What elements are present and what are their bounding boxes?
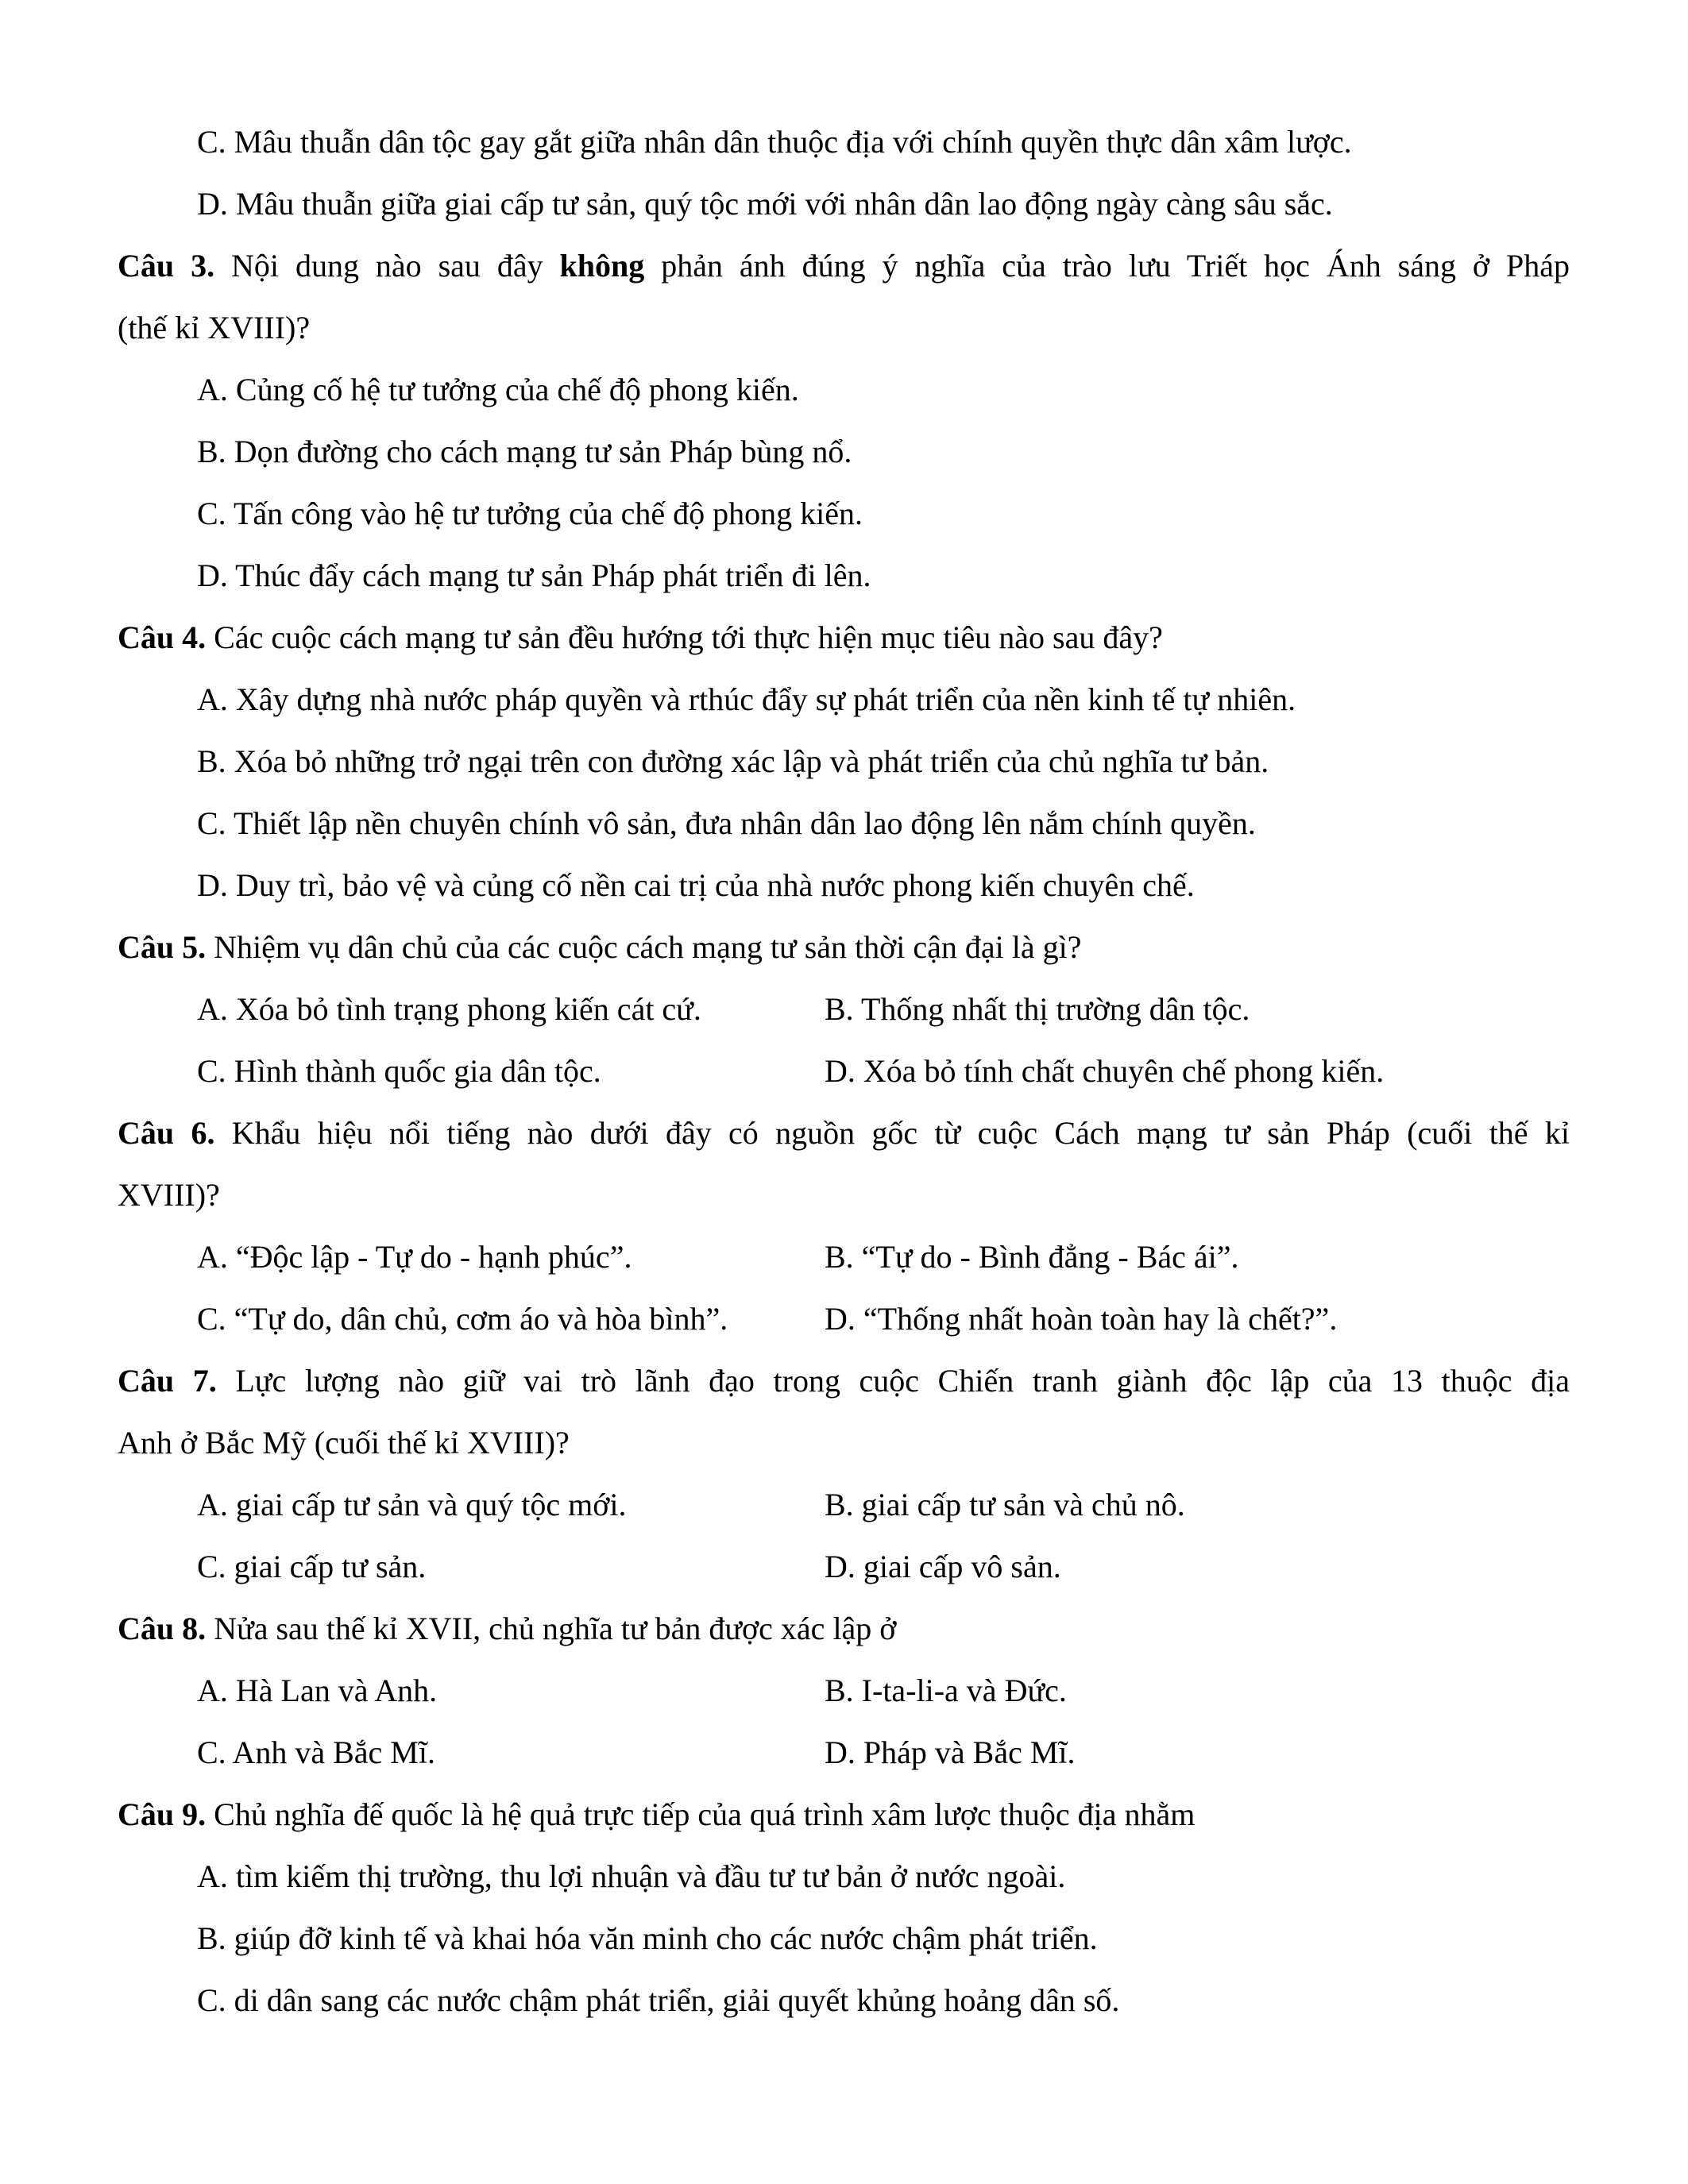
question-9-option-a: A. tìm kiếm thị trường, thu lợi nhuận và đầu tư tư bản ở nước ngoài. — [197, 1858, 1066, 1894]
question-8-option-c: C. Anh và Bắc Mĩ. — [197, 1734, 435, 1770]
question-6-options-row-1 — [118, 1226, 1570, 1288]
question-6-option-a: A. “Độc lập - Tự do - hạnh phúc”. — [197, 1239, 632, 1275]
question-7-options-row-1 — [118, 1474, 1570, 1536]
question-3-emphasis: không — [559, 248, 645, 284]
question-3-label: Câu 3. — [118, 248, 215, 284]
question-4-option-d: D. Duy trì, bảo vệ và củng cố nền cai trị của nhà nước phong kiến chuyên chế. — [197, 867, 1195, 903]
q2-option-d: D. Mâu thuẫn giữa giai cấp tư sản, quý tộc mới với nhân dân lao động ngày càng sâu sắc. — [197, 186, 1333, 222]
question-9-option-c: C. di dân sang các nước chậm phát triển, giải quyết khủng hoảng dân số. — [197, 1982, 1120, 2018]
question-5-label: Câu 5. — [118, 929, 207, 965]
question-6-option-c: C. “Tự do, dân chủ, cơm áo và hòa bình”. — [197, 1301, 728, 1337]
question-5-option-d: D. Xóa bỏ tính chất chuyên chế phong kiến. — [825, 1053, 1385, 1089]
question-9 — [118, 1784, 1570, 2032]
question-5-option-b: B. Thống nhất thị trường dân tộc. — [825, 991, 1250, 1027]
question-4-label: Câu 4. — [118, 619, 207, 655]
exam-page — [118, 111, 1570, 2032]
question-3-option-c: C. Tấn công vào hệ tư tưởng của chế độ phong kiến. — [197, 496, 863, 531]
question-5 — [118, 916, 1570, 1102]
question-8-stem-text: Nửa sau thế kỉ XVII, chủ nghĩa tư bản được xác lập ở — [206, 1611, 897, 1646]
question-6-stem-line2: XVIII)? — [118, 1177, 220, 1213]
question-5-stem — [118, 916, 1570, 978]
question-4-option-c: C. Thiết lập nền chuyên chính vô sản, đưa nhân dân lao động lên nắm chính quyền. — [197, 805, 1256, 841]
question-6-stem — [118, 1102, 1570, 1164]
question-3 — [118, 235, 1570, 607]
q2-option-c: C. Mâu thuẫn dân tộc gay gắt giữa nhân dân thuộc địa với chính quyền thực dân xâm lược. — [197, 124, 1352, 160]
question-6-options-row-2 — [118, 1288, 1570, 1350]
question-9-stem — [118, 1784, 1570, 1846]
question-3-option-b: B. Dọn đường cho cách mạng tư sản Pháp bùng nổ. — [197, 434, 852, 469]
question-7-option-a: A. giai cấp tư sản và quý tộc mới. — [197, 1487, 627, 1522]
question-5-option-c: C. Hình thành quốc gia dân tộc. — [197, 1053, 601, 1089]
question-8-options-row-2 — [118, 1722, 1570, 1784]
question-3-option-d: D. Thúc đẩy cách mạng tư sản Pháp phát triển đi lên. — [197, 558, 871, 593]
question-8-label: Câu 8. — [118, 1611, 207, 1646]
question-4 — [118, 607, 1570, 916]
question-7-stem-text: Lực lượng nào giữ vai trò lãnh đạo trong cuộc Chiến tranh giành độc lập của 13 thuộc địa — [216, 1363, 1570, 1399]
question-9-option-b: B. giúp đỡ kinh tế và khai hóa văn minh cho các nước chậm phát triển. — [197, 1920, 1098, 1956]
question-9-stem-text: Chủ nghĩa đế quốc là hệ quả trực tiếp của quá trình xâm lược thuộc địa nhằm — [206, 1796, 1196, 1832]
question-5-options-row-1 — [118, 978, 1570, 1040]
question-9-label: Câu 9. — [118, 1796, 207, 1832]
question-8-options-row-1 — [118, 1660, 1570, 1722]
question-6-stem-text: Khẩu hiệu nổi tiếng nào dưới đây có nguồn gốc từ cuộc Cách mạng tư sản Pháp (cuối thế kỉ — [214, 1115, 1570, 1151]
question-7-label: Câu 7. — [118, 1363, 217, 1399]
question-6 — [118, 1102, 1570, 1350]
question-8-option-b: B. I-ta-li-a và Đức. — [825, 1673, 1067, 1708]
question-7 — [118, 1350, 1570, 1598]
question-5-option-a: A. Xóa bỏ tình trạng phong kiến cát cứ. — [197, 991, 701, 1027]
question-7-stem — [118, 1350, 1570, 1412]
question-4-stem — [118, 607, 1570, 669]
question-7-option-b: B. giai cấp tư sản và chủ nô. — [825, 1487, 1185, 1522]
question-7-stem-line2: Anh ở Bắc Mỹ (cuối thế kỉ XVIII)? — [118, 1425, 570, 1461]
question-6-option-b: B. “Tự do - Bình đẳng - Bác ái”. — [825, 1239, 1239, 1275]
question-7-option-d: D. giai cấp vô sản. — [825, 1549, 1061, 1584]
question-5-options-row-2 — [118, 1040, 1570, 1102]
question-4-option-b: B. Xóa bỏ những trở ngại trên con đường xác lập và phát triển của chủ nghĩa tư bản. — [197, 743, 1269, 779]
question-8 — [118, 1598, 1570, 1784]
question-8-stem — [118, 1598, 1570, 1660]
question-7-options-row-2 — [118, 1536, 1570, 1598]
question-4-option-a: A. Xây dựng nhà nước pháp quyền và rthúc đẩy sự phát triển của nền kinh tế tự nhiên. — [197, 681, 1296, 717]
question-3-stem-pre: Nội dung nào sau đây — [214, 248, 560, 284]
question-8-option-a: A. Hà Lan và Anh. — [197, 1673, 438, 1708]
question-3-stem-post: phản ánh đúng ý nghĩa của trào lưu Triết học Ánh sáng ở Pháp — [644, 248, 1570, 284]
question-8-option-d: D. Pháp và Bắc Mĩ. — [825, 1734, 1076, 1770]
question-7-option-c: C. giai cấp tư sản. — [197, 1549, 427, 1584]
question-5-stem-text: Nhiệm vụ dân chủ của các cuộc cách mạng tư sản thời cận đại là gì? — [206, 929, 1082, 965]
question-3-stem-line2: (thế kỉ XVIII)? — [118, 310, 311, 345]
question-4-stem-text: Các cuộc cách mạng tư sản đều hướng tới thực hiện mục tiêu nào sau đây? — [206, 619, 1163, 655]
question-3-option-a: A. Củng cố hệ tư tưởng của chế độ phong kiến. — [197, 372, 799, 407]
question-3-stem — [118, 235, 1570, 297]
question-6-label: Câu 6. — [118, 1115, 215, 1151]
question-6-option-d: D. “Thống nhất hoàn toàn hay là chết?”. — [825, 1301, 1338, 1337]
